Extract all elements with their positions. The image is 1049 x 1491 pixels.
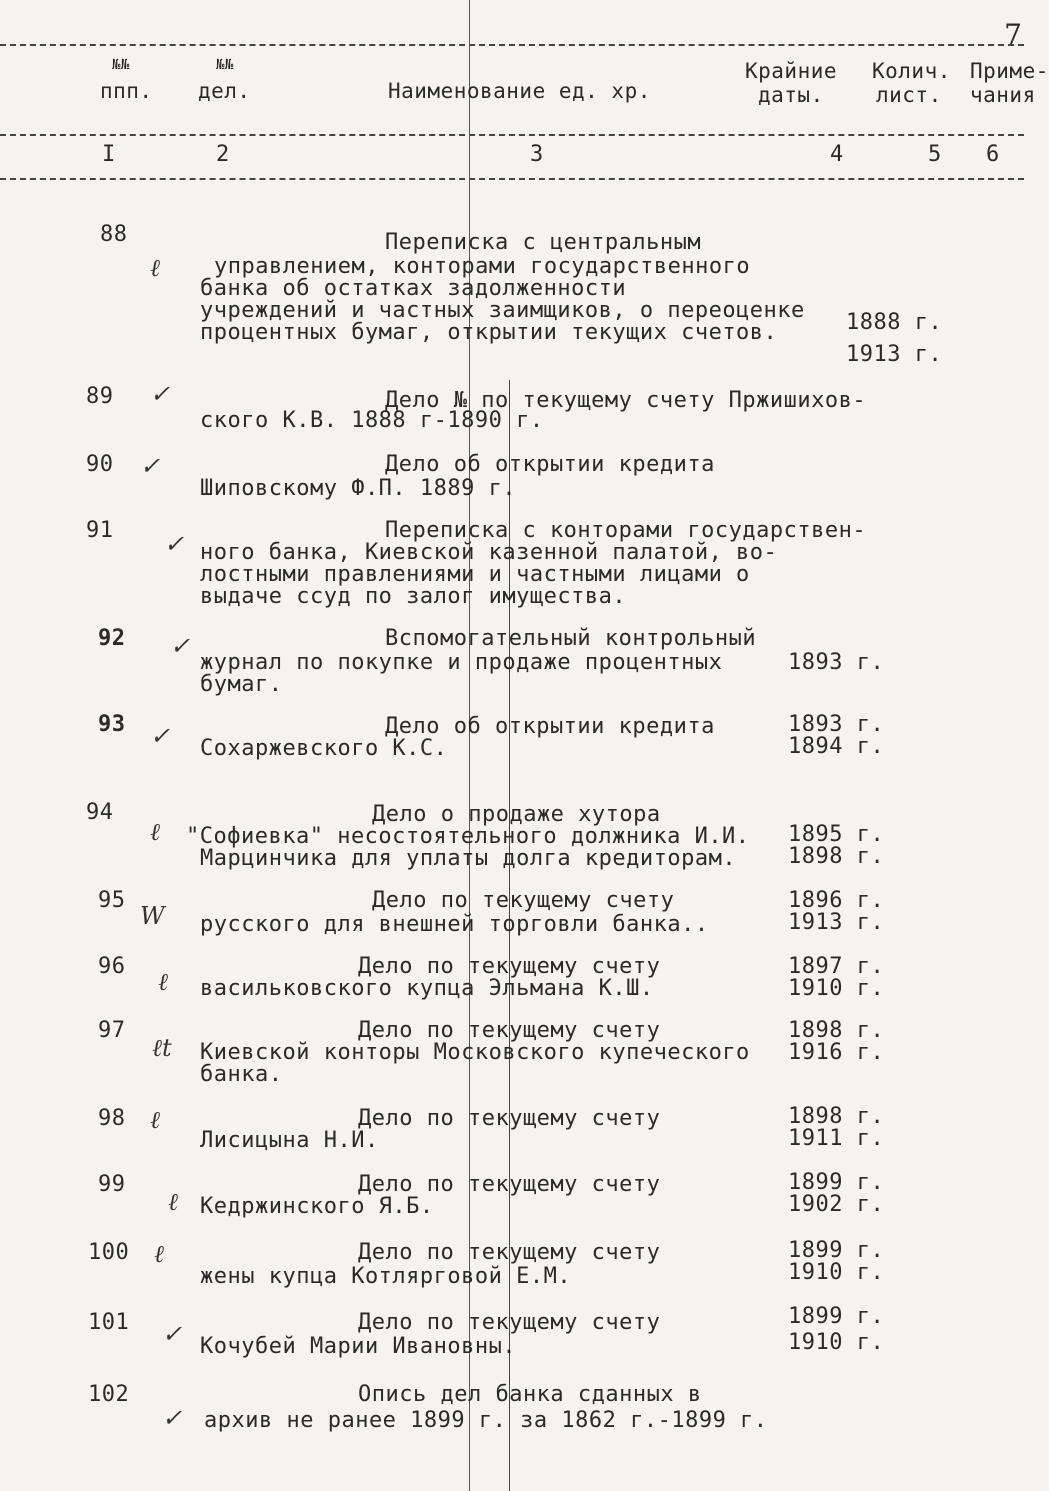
- page-number: 7: [1004, 18, 1022, 51]
- entry-number: 96: [98, 954, 126, 979]
- header-col1-top: №№: [112, 57, 130, 73]
- entry-line: Дело по текущему счету: [358, 1172, 661, 1197]
- check-mark-icon: ✓: [170, 632, 191, 660]
- entry-line: русского для внешней торговли банка..: [200, 912, 709, 937]
- entry-line: выдаче ссуд по залог имущества.: [200, 584, 627, 609]
- entry-line: васильковского купца Эльмана К.Ш.: [200, 976, 654, 1001]
- entry-line: Кедржинского Я.Б.: [200, 1194, 434, 1219]
- entry-line: банка.: [200, 1062, 283, 1087]
- entry-line: жены купца Котлярговой Е.М.: [200, 1264, 572, 1289]
- entry-line: банка об остатках задолженности: [200, 276, 627, 301]
- entry-line: Дело № по текущему счету Пржишихов-: [385, 388, 867, 413]
- entry-line: Дело об открытии кредита: [385, 452, 715, 477]
- check-mark-icon: ✓: [162, 1320, 183, 1348]
- check-mark-icon: ℓ: [158, 968, 168, 996]
- entry-line: Вспомогательный контрольный: [385, 626, 757, 651]
- entry-line: Дело о продаже хутора: [372, 802, 661, 827]
- entry-date: 1911 г.: [788, 1126, 885, 1151]
- entry-line: учреждений и частных заимщиков, о переоценке: [200, 298, 805, 323]
- header-col4-b: даты.: [758, 83, 824, 107]
- entry-line: Дело по текущему счету: [358, 1240, 661, 1265]
- entry-line: ского К.В. 1888 г-1890 г.: [200, 408, 544, 433]
- header-col4-a: Крайние: [745, 59, 838, 83]
- header-mid-rule: [0, 134, 1024, 136]
- entry-line: Дело об открытии кредита: [385, 714, 715, 739]
- entry-number: 99: [98, 1172, 126, 1197]
- header-col2: дел.: [198, 79, 251, 103]
- check-mark-icon: ✓: [162, 1404, 183, 1432]
- entry-line: "Софиевка" несостоятельного должника И.И.: [186, 824, 750, 849]
- entry-date: 1895 г.: [788, 822, 885, 847]
- entry-date: 1916 г.: [788, 1040, 885, 1065]
- entry-line: Переписка с центральным: [385, 230, 702, 255]
- entry-date: 1898 г.: [788, 844, 885, 869]
- entry-line: Марцинчика для уплаты долга кредиторам.: [200, 846, 737, 871]
- entry-line: архив не ранее 1899 г. за 1862 г.-1899 г.: [204, 1408, 768, 1433]
- entry-line: Дело по текущему счету: [358, 1018, 661, 1043]
- entry-line: Дело по текущему счету: [358, 1106, 661, 1131]
- index-6: 6: [986, 142, 1000, 167]
- entry-number: 100: [88, 1240, 130, 1265]
- index-2: 2: [216, 142, 230, 167]
- entry-number: 91: [86, 518, 114, 543]
- entry-date: 1894 г.: [788, 734, 885, 759]
- check-mark-icon: ℓ: [150, 254, 160, 282]
- entry-number: 89: [86, 384, 114, 409]
- entry-number: 92: [98, 626, 126, 651]
- entry-number: 98: [98, 1106, 126, 1131]
- entry-line: журнал по покупке и продаже процентных: [200, 650, 723, 675]
- header-top-rule: [0, 44, 1024, 46]
- entry-line: Дело по текущему счету: [358, 954, 661, 979]
- entry-line: ного банка, Киевской казенной палатой, во-: [200, 540, 778, 565]
- entry-date: 1896 г.: [788, 888, 885, 913]
- entry-date: 1893 г.: [788, 712, 885, 737]
- entry-number: 102: [88, 1382, 130, 1407]
- index-4: 4: [830, 142, 844, 167]
- entry-number: 93: [98, 712, 126, 737]
- entry-number: 90: [86, 452, 114, 477]
- entry-line: Кочубей Марии Ивановны.: [200, 1334, 517, 1359]
- entry-number: 95: [98, 888, 126, 913]
- entry-date: 1910 г.: [788, 1330, 885, 1355]
- header-col2-top: №№: [216, 57, 234, 73]
- index-5: 5: [928, 142, 942, 167]
- check-mark-icon: ✓: [164, 530, 185, 558]
- header-col1: ппп.: [100, 79, 153, 103]
- entry-date: 1913 г.: [788, 910, 885, 935]
- check-mark-icon: ℓ: [150, 818, 160, 846]
- entry-date: 1899 г.: [788, 1238, 885, 1263]
- check-mark-icon: ℓ: [150, 1106, 160, 1134]
- check-mark-icon: W: [140, 902, 165, 930]
- entry-date: 1913 г.: [846, 342, 943, 367]
- entry-line: бумаг.: [200, 672, 283, 697]
- entry-line: Сохаржевского К.С.: [200, 736, 448, 761]
- check-mark-icon: ℓ: [154, 1240, 164, 1268]
- header-col3: Наименование ед. хр.: [388, 79, 651, 103]
- header-col6-b: чания: [970, 83, 1036, 107]
- entry-line: процентных бумаг, открытии текущих счетов.: [200, 320, 778, 345]
- entry-date: 1899 г.: [788, 1304, 885, 1329]
- entry-line: Дело по текущему счету: [358, 1310, 661, 1335]
- check-mark-icon: ✓: [150, 722, 171, 750]
- entry-date: 1910 г.: [788, 976, 885, 1001]
- entry-line: Опись дел банка сданных в: [358, 1382, 702, 1407]
- check-mark-icon: ✓: [150, 380, 171, 408]
- check-mark-icon: ℓt: [152, 1034, 172, 1062]
- index-1: I: [102, 142, 116, 167]
- entry-number: 101: [88, 1310, 130, 1335]
- entry-line: Дело по текущему счету: [372, 888, 675, 913]
- header-col6-a: Приме-: [970, 59, 1049, 83]
- entry-line: Шиповскому Ф.П. 1889 г.: [200, 476, 517, 501]
- entry-date: 1898 г.: [788, 1104, 885, 1129]
- entry-line: Киевской конторы Московского купеческого: [200, 1040, 750, 1065]
- entry-date: 1910 г.: [788, 1260, 885, 1285]
- check-mark-icon: ✓: [140, 452, 161, 480]
- index-3: 3: [530, 142, 544, 167]
- entry-date: 1897 г.: [788, 954, 885, 979]
- entry-date: 1888 г.: [846, 310, 943, 335]
- entry-line: управлением, конторами государственного: [214, 254, 751, 279]
- entry-date: 1899 г.: [788, 1170, 885, 1195]
- entry-date: 1902 г.: [788, 1192, 885, 1217]
- header-col5-a: Колич.: [872, 59, 951, 83]
- entry-line: Переписка с конторами государствен-: [385, 518, 867, 543]
- entry-line: Лисицына Н.И.: [200, 1128, 379, 1153]
- entry-number: 97: [98, 1018, 126, 1043]
- entry-number: 88: [100, 222, 128, 247]
- check-mark-icon: ℓ: [168, 1188, 178, 1216]
- header-bottom-rule: [0, 178, 1024, 180]
- entry-line: лостными правлениями и частными лицами о: [200, 562, 750, 587]
- entry-date: 1898 г.: [788, 1018, 885, 1043]
- entry-number: 94: [86, 800, 114, 825]
- header-col5-b: лист.: [876, 83, 942, 107]
- entry-date: 1893 г.: [788, 650, 885, 675]
